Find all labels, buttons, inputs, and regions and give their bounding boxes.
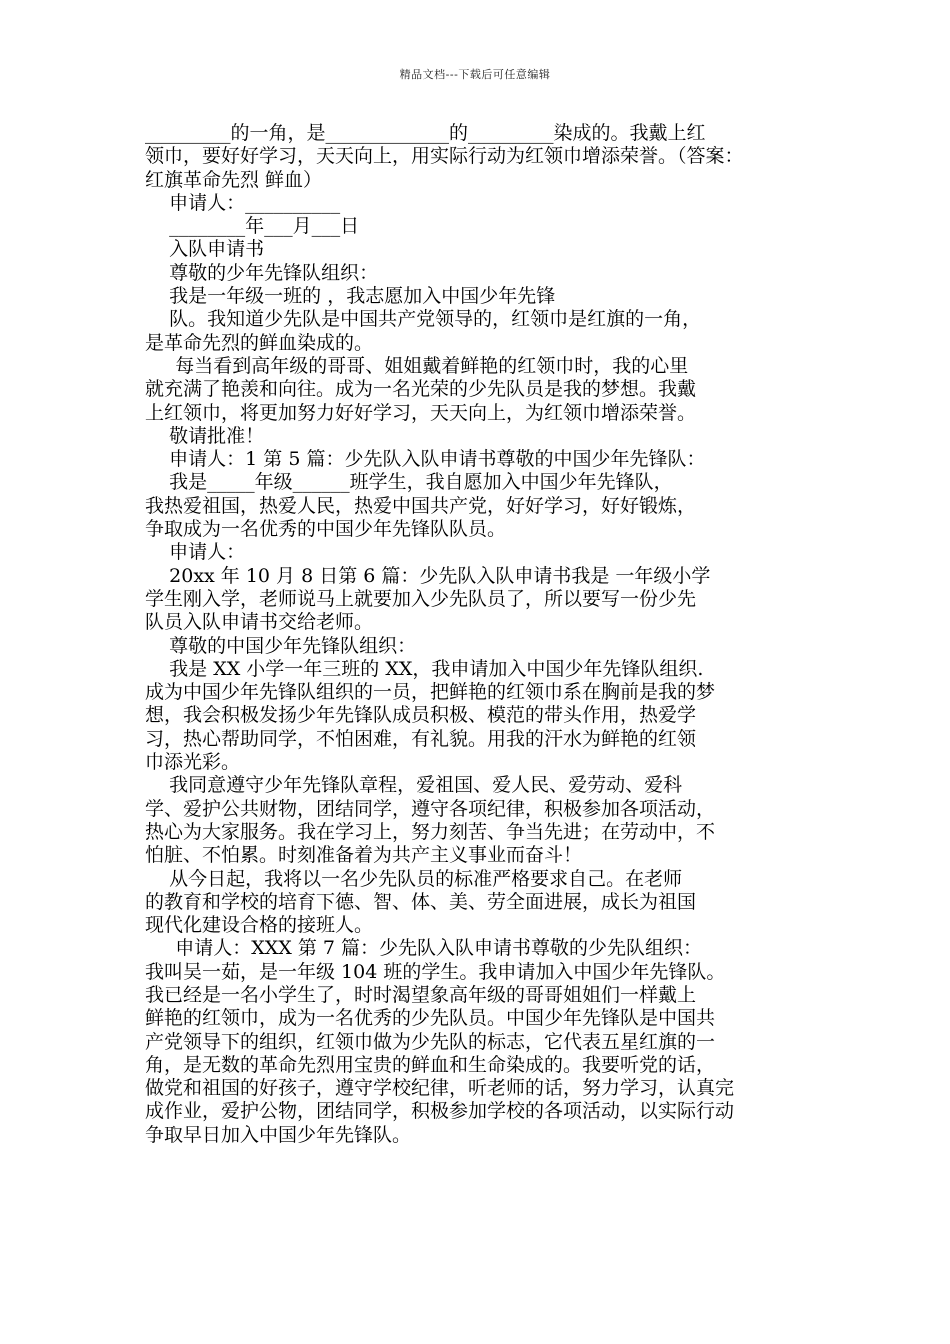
text-line: 争取成为一名优秀的中国少年先锋队队员。	[145, 518, 507, 541]
text-line: 每当看到高年级的哥哥、姐姐戴着鲜艳的红领巾时，我的心里	[145, 354, 689, 377]
text-line: 习，热心帮助同学，不怕困难，有礼貌。用我的汗水为鲜艳的红领	[145, 727, 697, 750]
text-line: 尊敬的中国少年先锋队组织：	[145, 634, 417, 657]
document-body	[145, 122, 815, 1147]
text-line: 做党和祖国的好孩子，遵守学校纪律，听老师的话，努力学习，认真完	[145, 1077, 735, 1100]
text-line: 我已经是一名小学生了，时时渴望象高年级的哥哥姐姐们一样戴上	[145, 983, 697, 1006]
text-line: _________的一角，是_____________的_________染成的。我戴上红	[145, 122, 706, 144]
text-line: 敬请批准！	[145, 424, 265, 447]
text-line: 我是一年级一班的 ，我志愿加入中国少年先锋	[145, 285, 556, 308]
text-line: 热心为大家服务。我在学习上，努力刻苦、争当先进；在劳动中，不	[145, 820, 716, 843]
text-line: 是革命先烈的鲜血染成的。	[145, 331, 374, 354]
text-line: 上红领巾，将更加努力好好学习，天天向上，为红领巾增添荣誉。	[145, 401, 697, 424]
text-line: 我叫吴一茹，是一年级 104 班的学生。我申请加入中国少年先锋队。	[145, 960, 726, 983]
text-line: 鲜艳的红领巾，成为一名优秀的少先队员。中国少年先锋队是中国共	[145, 1007, 716, 1030]
text-line: 现代化建设合格的接班人。	[145, 914, 374, 937]
text-line: 申请人：__________	[145, 191, 341, 214]
text-line: 成作业，爱护公物，团结同学，积极参加学校的各项活动，以实际行动	[145, 1100, 735, 1123]
text-line: 想，我会积极发扬少年先锋队成员积极、模范的带头作用，热爱学	[145, 704, 697, 727]
text-line: 20xx 年 10 月 8 日第 6 篇：少先队入队申请书我是 一年级小学	[145, 564, 711, 587]
text-line: 学、爱护公共财物，团结同学，遵守各项纪律，积极参加各项活动，	[145, 797, 716, 820]
text-line: 巾添光彩。	[145, 751, 241, 774]
text-line: 入队申请书	[145, 238, 265, 261]
text-line: 我热爱祖国，热爱人民，热爱中国共产党，好好学习，好好锻炼，	[145, 494, 697, 517]
text-line: 申请人：XXX 第 7 篇：少先队入队申请书尊敬的少先队组织：	[145, 937, 702, 960]
text-line: 成为中国少年先锋队组织的一员，把鲜艳的红领巾系在胸前是我的梦	[145, 681, 716, 704]
text-line: 我同意遵守少年先锋队章程，爱祖国、爱人民、爱劳动、爱科	[145, 774, 683, 797]
text-line: 队。我知道少先队是中国共产党领导的，红领巾是红旗的一角，	[145, 308, 702, 331]
text-line: 尊敬的少年先锋队组织：	[145, 261, 379, 284]
text-line: 申请人：1 第 5 篇：少先队入队申请书尊敬的中国少年先锋队：	[145, 448, 706, 471]
text-line: 的教育和学校的培育下德、智、体、美、劳全面进展，成长为祖国	[145, 890, 697, 913]
text-line: 角，是无数的革命先烈用宝贵的鲜血和生命染成的。我要听党的话，	[145, 1053, 716, 1076]
text-line: 领巾，要好好学习，天天向上，用实际行动为红领巾增添荣誉。（答案：	[145, 145, 744, 168]
text-line: 从今日起，我将以一名少先队员的标准严格要求自己。在老师	[145, 867, 683, 890]
text-line: 申请人：	[145, 541, 246, 564]
text-line: 产党领导下的组织，红领巾做为少先队的标志，它代表五星红旗的一	[145, 1030, 716, 1053]
text-line: 学生刚入学，老师说马上就要加入少先队员了，所以要写一份少先	[145, 587, 697, 610]
text-line: 就充满了艳羡和向往。成为一名光荣的少先队员是我的梦想。我戴	[145, 378, 697, 401]
text-line: 队员入队申请书交给老师。	[145, 611, 374, 634]
text-line: ________年___月___日	[145, 215, 360, 238]
text-line: 我是 XX 小学一年三班的 XX，我申请加入中国少年先锋队组织.	[145, 657, 704, 680]
page-header: 精品文档---下载后可任意编辑	[399, 68, 551, 81]
text-line: 怕脏、不怕累。时刻准备着为共产主义事业而奋斗！	[145, 844, 583, 867]
text-line: 红旗革命先烈 鲜血）	[145, 168, 323, 191]
text-line: 争取早日加入中国少年先锋队。	[145, 1123, 412, 1146]
text-line: 我是_____年级______班学生，我自愿加入中国少年先锋队，	[145, 471, 673, 494]
